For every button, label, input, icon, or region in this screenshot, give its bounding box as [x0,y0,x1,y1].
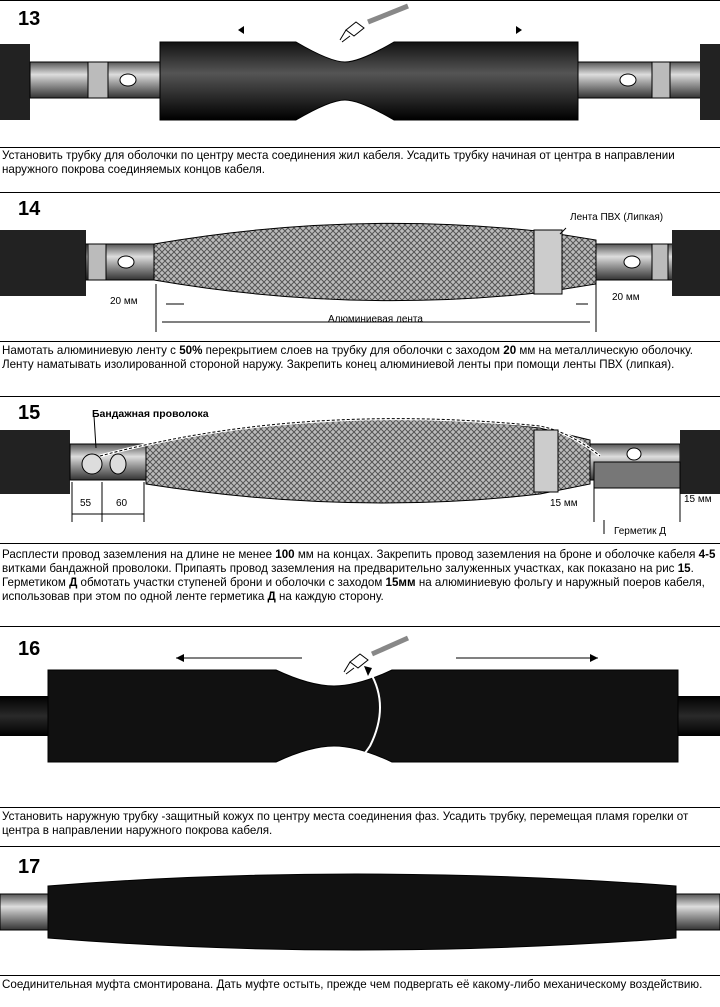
band-right [652,244,668,280]
step-13-panel [0,0,720,180]
cable-end-left [0,44,30,120]
torch-icon [344,638,408,674]
solder-right [627,448,641,460]
solder-right [624,256,640,268]
step-13-caption: Установить трубку для оболочки по центру места соединения жил кабеля. Усадить трубку начиная от центра в направлении наружного покрова соединяемых концов кабеля. [2,149,675,176]
arrow-right-icon [590,654,598,662]
left-dimension-label: 20 мм [110,296,138,307]
wire-bandage-left [82,454,102,474]
step-15-number: 15 [18,402,41,424]
band-right [652,62,670,98]
arrow-left-icon [176,654,184,662]
dim-15mm-right-label: 15 мм [684,494,712,505]
step-13-number: 13 [18,8,41,30]
aluminium-tape-label: Алюминиевая лента [328,314,423,325]
outer-shrink-tube [48,670,678,762]
step-14-number: 14 [18,198,41,220]
pvc-tape-wrap [534,230,562,294]
step-17-illustration [0,846,720,974]
step-16-number: 16 [18,638,41,660]
step-17-panel [0,846,720,1007]
band-left [88,244,106,280]
step-17-number: 17 [18,856,41,878]
arrow-right-icon [516,26,522,34]
pvc-tape-wrap [534,430,558,492]
right-dimension-label: 20 мм [612,292,640,303]
finished-joint [48,874,676,950]
cable-end-left [0,430,70,494]
arrow-left-icon [238,26,244,34]
wire-label: Бандажная проволока [92,408,209,420]
step-14-caption: Намотать алюминиевую ленту с 50% перекрытием слоев на трубку для оболочки с заходом 20 мм на металлическую оболочку. Ленту наматывать изолированной стороной наружу. Закрепить конец алюминиевой ленты при помощи ленты ПВХ (липкая). [2,344,693,371]
aluminium-tape [154,223,596,300]
wire-bandage-mid [110,454,126,474]
torch-icon [340,6,408,42]
cable-end-right [700,44,720,120]
step-16-illustration [0,626,720,806]
shrink-tube [160,42,578,120]
step-13-illustration [0,0,720,146]
dim-60-label: 60 [116,498,128,509]
cable-end-right [672,230,720,296]
dim-15mm-left-label: 15 мм [550,498,578,509]
step-16-caption: Установить наружную трубку -защитный кожух по центру места соединения фаз. Усадить трубку, перемещая пламя горелки от центра в направлении наружного покрова кабеля. [2,810,689,837]
dim-55-label: 55 [80,498,92,509]
sealant-label: Герметик Д [614,526,667,537]
cable-end-right [680,430,720,494]
step-14-panel [0,192,720,392]
step-15-panel [0,396,720,610]
solder-left [118,256,134,268]
step-17-caption: Соединительная муфта смонтирована. Дать муфте остыть, прежде чем подвергать её какому-либо механическому воздействию. [2,978,703,991]
step-15-caption: Расплести провод заземления на длине не менее 100 мм на концах. Закрепить провод заземления на броне и оболочке кабеля 4-5 витками бандажной проволоки. Припаять провод заземления на предварительно залуженных участках, как показано на рис 15. Герметиком Д обмотать участки ступеней брони и оболочки с заходом 15мм на алюминиевую фольгу и наружный поеров кабеля, использовав при этом по одной ленте герметика Д на каждую сторону. [2,548,716,603]
sealant-d [594,462,680,488]
band-left [88,62,108,98]
solder-right [620,74,636,86]
solder-left [120,74,136,86]
cable-end-left [0,230,86,296]
step-16-panel [0,626,720,844]
pvc-tape-label: Лента ПВХ (Липкая) [570,212,664,223]
